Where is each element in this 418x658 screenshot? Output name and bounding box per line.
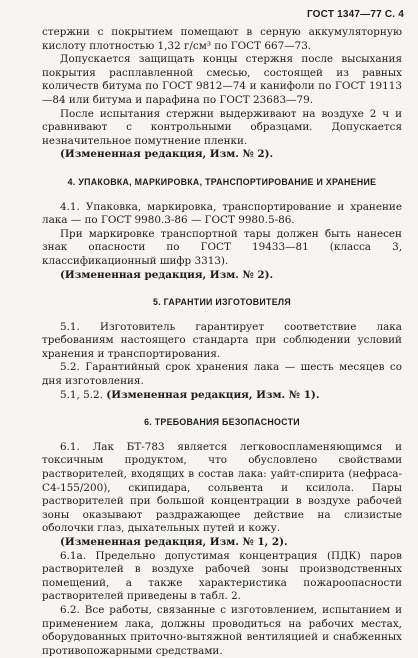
paragraph (42, 389, 402, 403)
paragraph: стержни с покрытием помещают в серную аккумуляторную кислоту плотностью 1,32 г/см³ по ГОСТ 667—73. (42, 26, 402, 52)
section-heading: 6. ТРЕБОВАНИЯ БЕЗОПАСНОСТИ (144, 417, 300, 428)
paragraph: 6.1а. Предельно допустимая концентрация (ПДК) паров растворителей в воздухе рабочей зоны производственных помещений, а также характеристика пожароопасности растворителей приведены в табл. 2. (42, 549, 402, 603)
paragraph: 5.1. Изготовитель гарантирует соответствие лака требованиям настоящего стандарта при соблюдении условий хранения и транспортирования. (42, 320, 402, 360)
running-head: ГОСТ 1347—77 С. 4 (306, 9, 404, 20)
paragraph: При маркировке транспортной тары должен быть нанесен знак опасности по ГОСТ 19433—81 (класса 3, классификационный шифр 3313). (42, 227, 402, 267)
revision-note: (Измененная редакция, Изм. № 2). (60, 148, 274, 161)
section-heading: 5. ГАРАНТИИ ИЗГОТОВИТЕЛЯ (153, 297, 291, 308)
paragraph: После испытания стержни выдерживают на воздухе 2 ч и сравнивают с контрольными образцами. Допускается незначительное помутнение пленки. (42, 107, 402, 147)
paragraph: Допускается защищать концы стержня после высыхания покрытия расплавленной смесью, состоящей из равных количеств битума по ГОСТ 9812—74 и канифоли по ГОСТ 19113—84 или битума и парафина по ГОСТ 23683—79. (42, 53, 402, 106)
revision-note: (Измененная редакция, Изм. № 1). (106, 388, 320, 401)
paragraph: 4.1. Упаковка, маркировка, транспортирование и хранение лака — по ГОСТ 9980.3-86 — ГОСТ 9980.5-86. (42, 200, 402, 227)
paragraph: 5.2. Гарантийный срок хранения лака — шесть месяцев со дня изготовления. (42, 361, 402, 388)
paragraph: 6.2. Все работы, связанные с изготовлением, испытанием и применением лака, должны проводиться на рабочих местах, оборудованных приточно-вытяжной вентиляцией и снабженных противопожарными средствами. (42, 603, 402, 657)
section-heading: 4. УПАКОВКА, МАРКИРОВКА, ТРАНСПОРТИРОВАНИЕ И ХРАНЕНИЕ (67, 176, 377, 187)
revision-note: (Измененная редакция, Изм. № 1, 2). (60, 536, 288, 548)
revision-note: (Измененная редакция, Изм. № 2). (60, 268, 274, 281)
body-text (42, 26, 402, 658)
paragraph: 6.1. Лак БТ-783 является легковоспламеняющимся и токсичным продуктом, что обусловлено свойствами растворителей, входящих в состав лака: уайт-спирита (нефраса-С4-155/200), скипидара, сольвента и ксилола. Пары растворителей при большой концентрации в воздухе рабочей зоны оказывают раздражающее действие на слизистые оболочки глаз, дыхательных путей и кожу. (42, 440, 402, 535)
clause-reference: 5.1, 5.2. (60, 388, 103, 401)
